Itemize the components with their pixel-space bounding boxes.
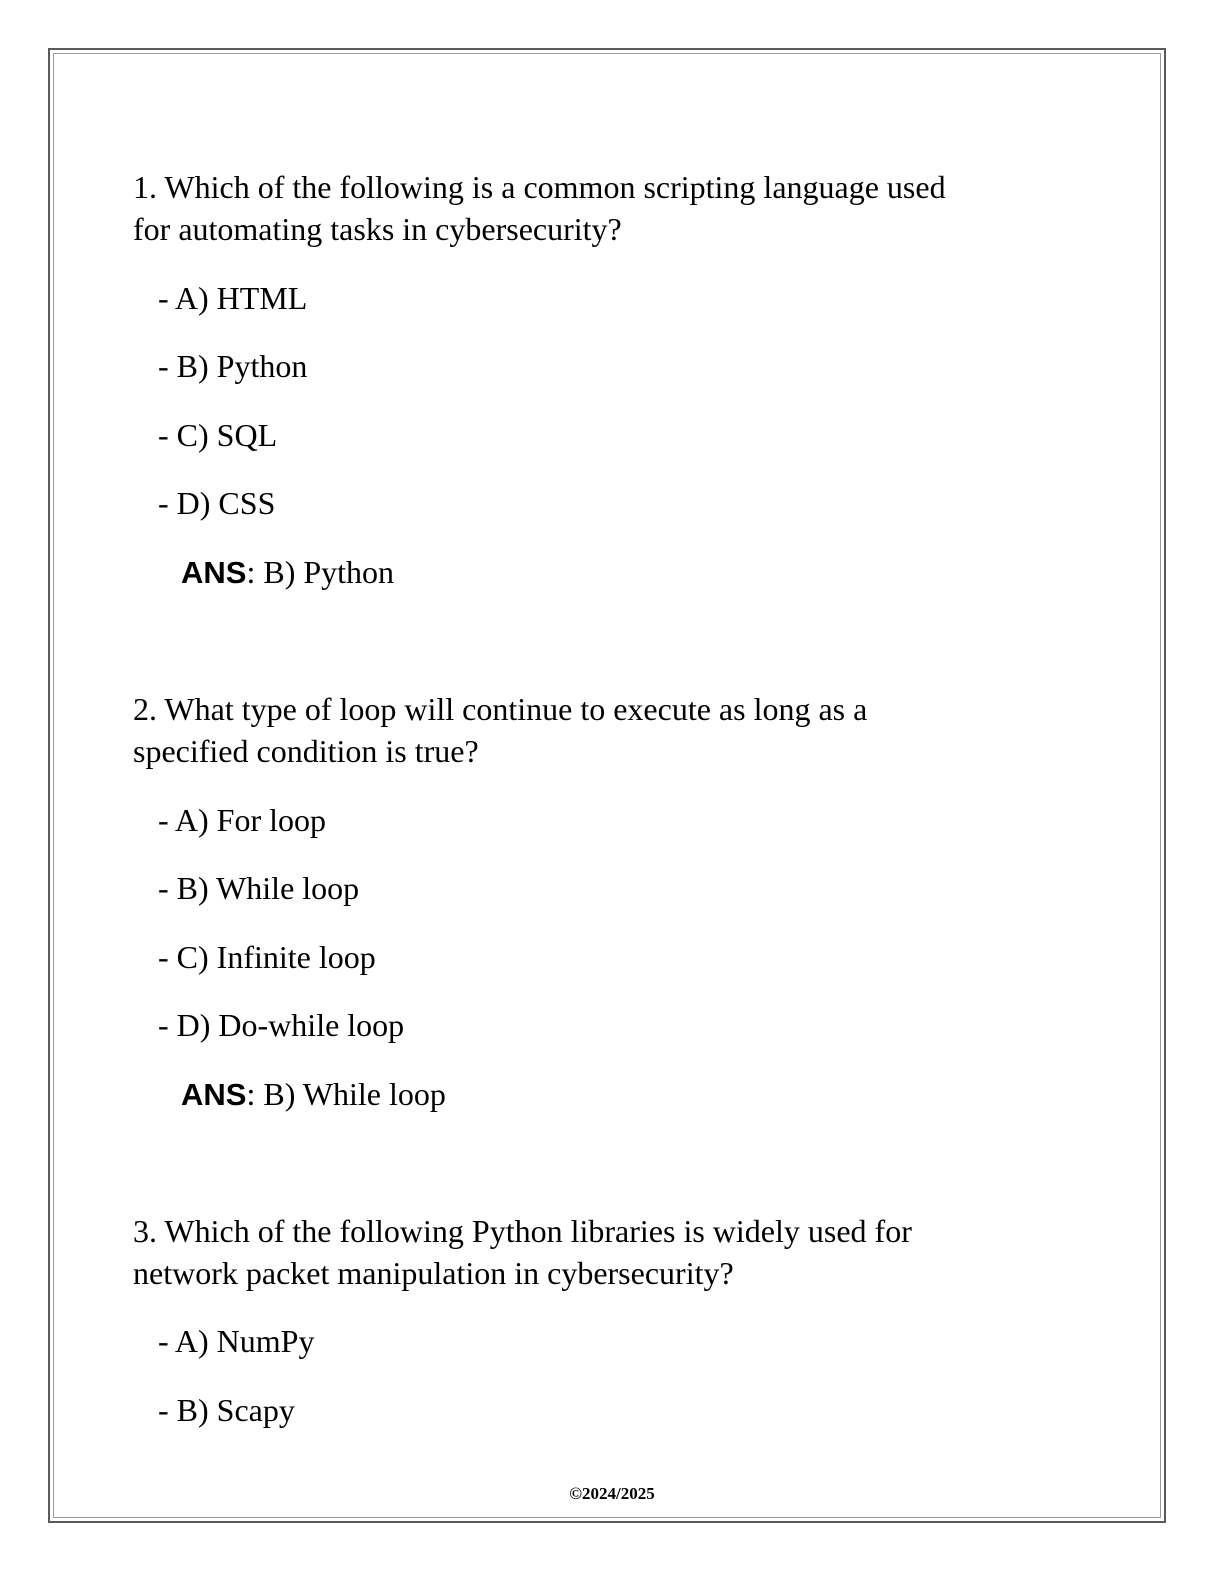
question-1-line-2: for automating tasks in cybersecurity? (133, 211, 622, 247)
question-3-line-1: 3. Which of the following Python libraries is widely used for (133, 1213, 912, 1249)
question-1-option-c: - C) SQL (158, 417, 278, 453)
answer-label: ANS (181, 1077, 247, 1112)
question-1-option-a: - A) HTML (158, 280, 308, 316)
question-2-option-c: - C) Infinite loop (158, 939, 376, 975)
question-1-line-1: 1. Which of the following is a common scripting language used (133, 169, 946, 205)
answer-text: : B) While loop (246, 1076, 446, 1112)
question-2-line-1: 2. What type of loop will continue to execute as long as a (133, 691, 868, 727)
question-1-option-b: - B) Python (158, 348, 308, 384)
answer-text: : B) Python (246, 554, 395, 590)
question-3-option-a: - A) NumPy (158, 1323, 315, 1359)
question-3-line-2: network packet manipulation in cybersecurity? (133, 1255, 734, 1291)
copyright-footer: ©2024/2025 (569, 1484, 655, 1503)
question-2-option-d: - D) Do-while loop (158, 1007, 405, 1043)
question-1-option-d: - D) CSS (158, 485, 276, 521)
question-3 (133, 1210, 912, 1294)
question-2-option-b: - B) While loop (158, 870, 360, 906)
page-border-inner (53, 53, 1161, 1518)
question-2-answer (181, 1073, 446, 1116)
question-2-option-a: - A) For loop (158, 802, 326, 838)
answer-label: ANS (181, 555, 247, 590)
question-2-line-2: specified condition is true? (133, 733, 479, 769)
question-1 (133, 166, 946, 250)
question-1-answer (181, 551, 394, 594)
question-2 (133, 688, 867, 772)
question-3-option-b: - B) Scapy (158, 1392, 295, 1428)
